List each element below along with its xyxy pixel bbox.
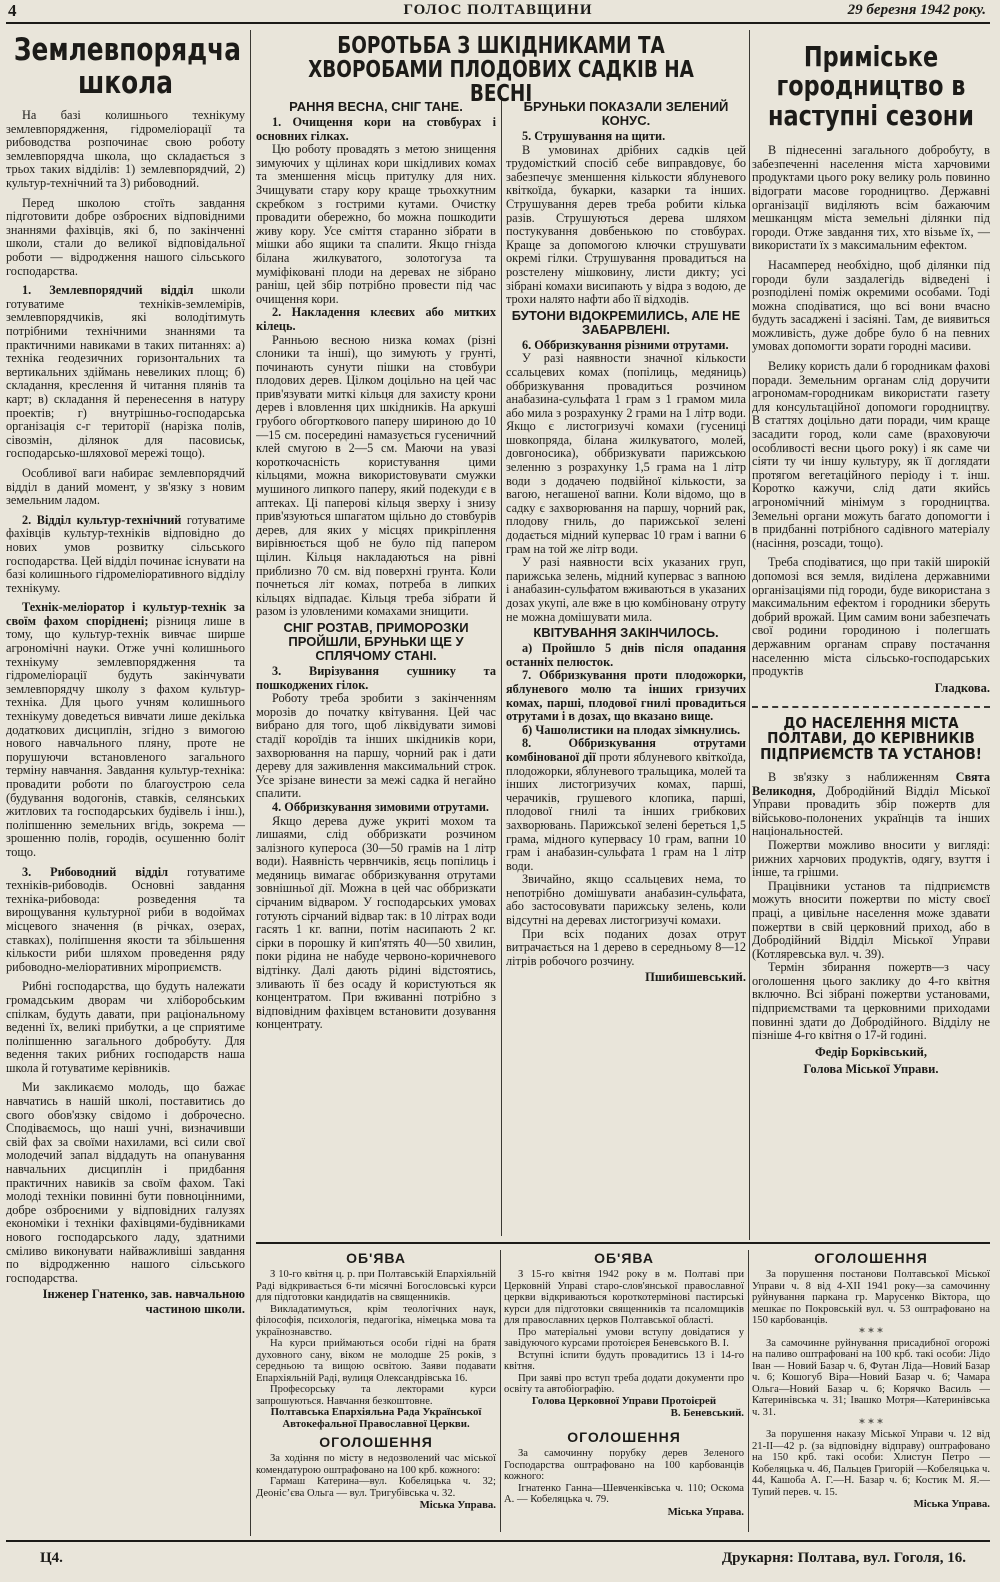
separator-stars: * * * — [859, 1325, 883, 1339]
paragraph: В піднесенні загального добробуту, в забезпеченні населення міста харчовими продуктами цього року велику роль повинно відограти масове городництво. Державні організації виділяють всім бажаючим мешканцям міста земельні ділянки під городи. Отже завдання тих, хто візьме їх, — використати їх з максимальним ефектом. — [752, 143, 990, 253]
paragraph-lead: Свята Великодня, — [752, 769, 990, 798]
column-rule-1 — [250, 30, 251, 1536]
article-signature: Інженер Гнатенко, зав. навчальною частиною школи. — [42, 1287, 245, 1317]
paragraph: У разі наявности всіх указаних груп, парижська зелень, мідний купервас з вапною і анабазин-сульфатом вживаються в указаних дозах укупі, але вже в цю комбіновану отруту не можна домішувати мила. — [506, 555, 746, 624]
announcement-text: За самочинну порубку дерев Зеленого Господарства оштрафовано на 100 карбованців кожного: — [504, 1448, 744, 1482]
announcement-text: Ігнатенко Ганна—Шевченківська ч. 110; Оскома А. — Кобеляцька ч. 79. — [504, 1482, 744, 1505]
paragraph: Перед школою стоїть завдання підготовити добре озброєних відповідними знаннями фахівців, які б, по закінченні школи, стали до великої відповідальної роботи — відродження нашого сільського господарства. — [6, 195, 245, 278]
section-heading: БРУНЬКИ ПОКАЗАЛИ ЗЕЛЕНИЙ КОНУС. — [523, 99, 729, 128]
paragraph-body: проти яблуневого квіткоїда, плодожорки, яблуневого тральщика, молей та інших листогризучих комах, парші, черачиків, грушевого клопика, парші, плодової гнилі та інших грибкових захворювань. Парижської зелені береться 1,5 грама, мідного купервасу 10 грам, вапни 10 грам і анабазин-сульфата 1 грам на 1 літр води. — [506, 749, 746, 873]
announcement-text: За порушення постанови Полтавської Міської Управи ч. 8 від 4-XII 1941 року—за самочинну руйнування паркана гр. Марусенко Віктора, що мешкає по Покровській вул. ч. 53 оштрафовано на 150 карбованців. — [752, 1269, 990, 1326]
announcement-text: Професорську та лекторами курси запрошуються. Навчання безкоштовне. — [256, 1384, 496, 1407]
paragraph: Працівники установ та підприємств можуть вносити пожертви по місту своєї праці, а цивільне населення може здавати пожертви в свій церковний приход, або в Добродійний Відділ Міської Управи (Котляревська вул. ч. 39). — [752, 878, 990, 961]
announcement-text: За ходіння по місту в недозволений час міської комендатурою оштрафовано на 100 крб. кожного: — [256, 1453, 496, 1476]
paragraph — [6, 514, 245, 596]
article-subcolumn-left — [256, 98, 496, 1238]
paragraph-body: В зв'язку з наближенням — [768, 769, 956, 784]
newspaper-name: ГОЛОС ПОЛТАВЩИНИ — [403, 2, 593, 18]
appeal-signature-title: Голова Міської Управи. — [803, 1061, 939, 1076]
paragraph: Пожертви можливо вносити у вигляді: рижних харчових продуктів, одягу, взуття і інше, та грішми. — [752, 837, 990, 880]
item-heading: 6. Оббризкування різними отрутами. — [522, 337, 729, 352]
item-heading: б) Чашолистики на плодах зімкнулись. — [522, 722, 741, 737]
announcement-text: Вступні іспити будуть провадитись 13 і 14-го квітня. — [504, 1349, 744, 1372]
item-heading: а) Пройшло 5 днів після опадання останніх пелюсток. — [506, 641, 746, 669]
announcement-text: З 15-го квітня 1942 року в м. Полтаві при Церковній Управі старо-слов'янської православної церкви відкриваються короткотермінові пастирські курси для підготовки священників та псаломщиків для православних церков Полтавської області. — [504, 1269, 744, 1326]
section-heading: БУТОНИ ВІДОКРЕМИЛИСЬ, АЛЕ НЕ ЗАБАРВЛЕНІ. — [511, 307, 741, 337]
section-heading: РАННЯ ВЕСНА, СНІГ ТАНЕ. — [289, 99, 463, 114]
item-heading: 4. Оббризкування зимовими отрутами. — [272, 799, 489, 814]
announcement-title: ОГОЛОШЕННЯ — [814, 1250, 928, 1266]
appeal-signature-name: Федір Борківський, — [815, 1044, 927, 1059]
announcement-signature: Голова Церковної Управи Протоієрей — [531, 1394, 717, 1407]
item-heading: 5. Струшування на щити. — [522, 129, 666, 143]
announcement-title: ОГОЛОШЕННЯ — [319, 1434, 433, 1450]
paragraph — [6, 601, 245, 859]
announcement-text: Гармаш Катерина—вул. Кобеляцька ч. 32; Деонісʼєва Ольга — вул. Тригубівська ч. 32. — [256, 1476, 496, 1499]
announcement-text: На курси приймаються особи гідні на братя духовного сану, віком не молодше 25 років, з середньою та вищою освітою. Заяви подавати Епархіяльній Раді, вулиця Олександрівська 16. — [256, 1338, 496, 1384]
announcement-text: При заяві про вступ треба додати документи про освіту та автобіографію. — [504, 1372, 744, 1395]
announcement-text: З 10-го квітня ц. р. при Полтавській Епархіяльній Раді відкривається 6-ти місячні Богословські курси для підготовки кандидатів на священників. — [256, 1269, 496, 1303]
paragraph: Ранньою весною низка комах (різні слоники та інші), що зимують у грунті, починають сунути пішки на стовбури плодових дерев. Цілком доцільно на цей час прив'язувати миткі кільця для захисту крони дерев і вловлення цих шкідників. На аркуші грубого обгорткового паперу шириною до 10—15 см. посередині намазується гусеничний клей смугою в 2—5 см. Маючи на увазі короткочасність користування цими кільцями, можна використовувати смужки мушиного липкого паперу, який подекуди є в аптеках. Ці паперові кільця зверху і знизу прив'язуються шпагатом щільно до стовбурів дерев, для яких у місцях прикріплення вирівнюється щоб не було під папером щілин. Кільця накладаються на рівні приблизно 70 см. від поверхні грунта. Коли почнеться літ комах, потреба в липких кільцях відпадає. Кільця треба зібрати й разом із уловленими комахами знищити. — [256, 332, 496, 619]
issue-date: 29 березня 1942 року. — [847, 2, 986, 18]
paragraph: Особливої ваги набирає землевпорядчий відділ в даний момент, у зв'язку з новим земельним ладом. — [6, 465, 245, 508]
printer-imprint: Друкарня: Полтава, вул. Гоголя, 16. — [721, 1550, 966, 1566]
separator-stars: * * * — [859, 1417, 883, 1430]
paragraph-lead: Технік-меліоратор і культур-технік за своїм фахом споріднені; — [6, 600, 245, 628]
paragraph: Ми закликаємо молодь, що бажає навчатись в нашій школі, поставитись до свого обов'язку свідомо і доброчесно. Сподіваємось, що наші учні, визначивши свій фах за своїми нахилами, всі сили свої молодечий запал віддадуть на опанування навчальних дисциплін і придбання практичних навиків за своїм фахом. Такі молоді техніки повинні бути повноцінними, добре озброєними у відповідних галузях економіки і техніки фахівцями-будівниками нового господарського ладу, здатними сміливо виконувати найважливіші завдання по відродженню нашого сільського господарства. — [6, 1080, 245, 1285]
paragraph-body: готуватиме фахівців культур-техніків відповідно до нових умов розвитку сільського господарства. Цей відділ починає існувати на базі колишнього гідромеліоративного відділу технікуму. — [6, 512, 245, 595]
paragraph-body: готуватиме техніків-рибоводів. Основні завдання техніка-рибовода: розведення та вирощування культурної риби в водоймах місцевого значення (в річках, озерах, ставках), поліпшення якости та збільшення кількости риби шляхом проведення ряду рибоводно-меліоративних міроприємств. — [6, 864, 245, 974]
paragraph-lead: 3. Рибоводний відділ — [22, 864, 169, 879]
article-land-school — [6, 30, 245, 1536]
item-heading: 1. Очищення кори на стовбурах і основних гілках. — [256, 115, 496, 143]
appeal-headline: ДО НАСЕЛЕННЯ МІСТА ПОЛТАВИ, ДО КЕРІВНИКІВ ПІДПРИЄМСТВ ТА УСТАНОВ! — [760, 713, 982, 764]
paragraph: В умовинах дрібних садків цей трудомісткий спосіб себе виправдовує, бо забезпечує зменшення кількости яблуневого квіткоїда, букарки, казарки та інших. Струшування дерев треба робити кілька разів. Струшуються дерева шляхом постукування довбенькою по стовбурах. Краще за допомогою ключки струшувати окремі гілки. Струшування провадиться на розстелену мішковину, листи дикту; усі зібрані комахи висипають у відра з водою, де трохи налято нафти або її відходів. — [506, 142, 746, 307]
paragraph-lead: 1. Землевпорядчий відділ — [22, 283, 194, 298]
item-heading: 3. Вирізування сушнику та пошкоджених гілок. — [256, 663, 496, 692]
paragraph: Роботу треба зробити з закінченням морозів до початку квітування. Цей час вибрано для того, щоб ліквідувати зимові стадії короїдів та інших шкідників кори, захворювання на паршу, чорний рак і дати дереву для заживлення максимальний строк. Усе зрізане винести за межі садка й негайно спалити. — [256, 691, 496, 801]
announcement-text: За порушення наказу Міської Управи ч. 12 від 21-II—42 р. (за відповідну відправу) оштрафовано на 150 крб. такі особи: Хлистун Петро —Кобеляцька ч. 46, Пальцев Григорій —Кобеляцька ч. 44, Кашоба А. Г.—Н. Базар ч. 6; Костик М. Я.—Тупий перев. ч. 15. — [752, 1429, 990, 1498]
article-suburban-gardening — [752, 30, 990, 1236]
page-number: 4 — [8, 1, 17, 20]
paragraph-body: Добродійний Відділ Міської Управи провадить збір пожертв для військово-полонених українців та інших національностей. — [752, 783, 990, 839]
paragraph: На базі колишнього технікуму землевпорядження, гідромеліорації та рибоводства розпочинає свою роботу землевпорядча школа, що складається з трьох таких відділів: 1) землевпорядчий, 2) культур-технічний та 3) рибоводний. — [6, 108, 245, 191]
section-heading: СНІГ РОЗТАВ, ПРИМОРОЗКИ ПРОЙШЛИ, БРУНЬКИ ЩЕ У СПЛЯЧОМУ СТАНІ. — [283, 619, 469, 663]
paragraph: У разі наявности значної кількости ссальцевих комах (попілиць, медяниць) оббризкування провадиться розчином анабазина-сульфата 1 грам з 1 грамом мила або мила з розрахунку 2 грами на 1 літр води. Якщо є листогризучі комахи (гусениці шовкопряда, білана жилкуватого, молей, довгоносика), оббризкувати парижською зеленню з розрахунку 1,5 грама на 1 літр води з додачею подвійної кількости, за вагою, негашеної вапни. Коли відомо, що в садку є захворювання на паршу, чорний рак, плодову гниль, до парижської зелені додається мідний купервас 10 грам і вапни 6 грам на той же літр води. — [506, 351, 746, 556]
announcement-signature: В. Беневський. — [670, 1407, 744, 1419]
article-headline: Приміське городництво в наступні сезони — [768, 40, 974, 132]
announcement-text: Про матеріальні умови вступу довідатися у завідуючого курсами протоієрея Беневського В. І. — [504, 1326, 744, 1349]
paragraph: Велику користь дали б городникам фахові поради. Земельним органам слід доручити агрономам-городникам використати газету для консультаційної допомоги городництву. В статтях доцільно дати поради, чим краще засадити город, коли саме (враховуючи особливості весни цього року) і як саме чи сіяти ту чи іншу культуру, як її доглядати протягом вегетаційного періоду і т. інш. Коротко кажучи, слід дати якийсь агрономічний мінімум з городництва. Земельні органи можуть багато допомогти і в придбанні потрібного садівного матеріалу (насіння, розсади, тощо). — [752, 359, 990, 550]
article-signature: Гладкова. — [934, 680, 990, 695]
paragraph: Треба сподіватися, що при такій широкій допомозі вся земля, виділена державними організаціями під городи, буде використана з максимальним ефектом і городники зберуть добрий врожай. Цим самим вони забезпечать свої родини городиною і полегшать державним органам справу постачання населенню міста сільсько-господарських продуктів — [752, 555, 990, 679]
column-rule-2 — [749, 30, 750, 1240]
masthead — [6, 0, 990, 24]
article-signature: Пшибишевський. — [645, 970, 746, 985]
paragraph-body: різниця лише в тому, що культур-технік вивчає ширше агрономічні науки. Отже учні колишнього технікуму землевпорядження та гідромеліорації будуть закінчувати землевпорядчу школу з фахом культур-техніка. Для цього учням колишнього технікуму доведеться вивчати лише декілька додаткових дисциплін, згідно з вимогою нового навчального пляну, проте не порушуючи встановленого загального терміну навчання. Завдання культур-техніка: провадити роботи по благоустрою села (будування водогонів, ставків, селянських житлових та господарських будівель і інш.), поліпшенню земельних вгідь, зокрема — зрошенню полів, городів, осушенню боліт тощо. — [6, 613, 245, 859]
footer-code: Ц4. — [40, 1550, 63, 1566]
announcement-signature: Полтавська Епархіяльна Рада Української Автокефальної Православної Церкви. — [270, 1406, 482, 1430]
announcement-signature: Міська Управа. — [667, 1505, 744, 1518]
section-heading: КВІТУВАННЯ ЗАКІНЧИЛОСЬ. — [533, 625, 719, 641]
paragraph: Насамперед необхідно, щоб ділянки під городи були заздалегідь відведені і розподілені поміж окремими особами. Тоді можна сподіватися, що всі вони вчасно будуть засаджені і засіяні. Там, де виявиться можливість, дуже добре було б на певних умовах допомогти зорати городні масиви. — [752, 257, 990, 354]
paragraph-lead: 2. Відділ культур-технічний — [22, 512, 182, 527]
paragraph — [6, 866, 245, 975]
item-heading: 2. Накладення клеєвих або митких кілець. — [256, 305, 496, 333]
announcement-title: ОБ'ЯВА — [594, 1250, 654, 1266]
announcement-signature: Міська Управа. — [419, 1499, 496, 1511]
paragraph: Звичайно, якщо ссальцевих нема, то непотрібно домішувати анабазин-сульфата, або застосовувати парижську зелень, коли відсутні на деревах листогризучі комахи. — [506, 872, 746, 928]
announcement-title: ОГОЛОШЕННЯ — [567, 1429, 681, 1445]
announcement-text: Викладатимуться, крім теологічних наук, філософія, психологія, педагогіка, німецька мова та українознавство. — [256, 1303, 496, 1338]
paragraph: Цю роботу провадять з метою знищення зимуючих у щілинах кори шкідливих комах та зменшення місць притулку для них. Зчищувати стару кору краще трьохкутним скребком з гострими кутами. Очистку провадити обережно, бо можна пошкодити живу кору. Усе сміття старанно зібрати в мішки або ящики та спалити. Якщо гнізда білана жилкуватого, золотогуза та муміфіковані плоди на деревах не зібрано раніш, цей збір потрібно провести під час очищення кори. — [256, 142, 496, 306]
article-subcolumn-right — [506, 98, 746, 1238]
announcement-column-3 — [752, 1250, 990, 1532]
paragraph-lead: 8. Оббризкування отрутами комбінованої дії — [506, 736, 746, 764]
item-heading: 7. Оббризкування проти плодожорки, яблуневого молю та інших гризучих комах, парші, плодової гнилі провадиться отрутами і в дозах, що вказано вище. — [506, 668, 746, 724]
article-headline: БОРОТЬБА З ШКІДНИКАМИ ТА ХВОРОБАМИ ПЛОДОВИХ САДКІВ НА ВЕСНІ — [308, 33, 694, 108]
paragraph: Якщо дерева дуже укриті мохом та лишаями, слід оббризкати розчином залізного купероса (30—50 грамів на 1 літр води). Наявність червнчиків, яєць попілиць і медяниць вимагає оббризкування отрутами зовнішньої дії. Можна в цей час оббризкати сірчаним відваром. У господарських умовах готують сірчаний відвар так: в 10 літрах води гасять 1 кг. вапни, потім насипають 2 кг. сірки в порошку й кип'ятять 40—50 хвилин, поки рідина не набуде червоно-коричневого відтінку. Далі дають рідині відстоятись, зливають її без осаду й користуються як концентратом. При вживанні потрібно з відповідним фахівцем встановити дозування концентрату. — [256, 813, 496, 1032]
announcements-block — [256, 1242, 990, 1536]
page-footer — [6, 1540, 990, 1578]
announcement-title: ОБ'ЯВА — [346, 1250, 406, 1266]
paragraph-body: школи готуватиме техніків-землемірів, землевпорядчиків, які володітимуть потрібними технічними знаннями та практичними навиками в таких питаннях: а) техніка геодезичних горизонтальних та вертикальних здіймань невеликих площ; б) складання, креслення й читання плянів та карт; в) складання й перенесення в натуру проектів; г) внутрішньо-господарська організація с-г території (нарізка полів, сівозмін, ділянок для пасовиськ, господарсько-шляхової мережі тощо). — [6, 283, 245, 461]
announcement-column-2 — [504, 1250, 744, 1532]
paragraph — [6, 284, 245, 461]
paragraph: Термін збирання пожертв—з часу оголошення цього заклику до 4-го квітня включно. Всі зібрані пожертви установами, підприємствами та церковними приходами повинні здати до Добродійного. Відділу не пізніше 4-го квітня о 17-й годині. — [752, 960, 990, 1043]
announcement-column-1 — [256, 1250, 496, 1532]
announcement-signature: Міська Управа. — [913, 1498, 990, 1510]
article-headline: Землевпорядча школа — [13, 32, 241, 101]
article-orchard-pests — [256, 30, 746, 1238]
announcement-text: За самочинне руйнування присадибної огорожі на паливо оштрафовані на 100 крб. такі особи: Лідо Іван — Новий Базар ч. 6, Футан Ліда—Новий Базар ч. 6; Кошогуб Віра—Новий Базар ч. 6; Чамара Ольга—Новий Базар ч. 6; Корячко Василь — Катеринівська ч. 31; Івашко Мотря—Катеринівська ч. 31. — [752, 1337, 990, 1418]
paragraph: Рибні господарства, що будуть належати громадським дворам чи хліборобським спілкам, будуть давати, при раціональному веденні їх, великі прибутки, а це сприятиме поліпшенню загального добробуту. Для ведення таких рибних господарств наша школа й готуватиме керівників. — [6, 979, 245, 1075]
paragraph — [752, 771, 990, 839]
paragraph — [506, 737, 746, 873]
paragraph: При всіх поданих дозах отрут витрачається на 1 дерево в середньому 8—12 літрів робочого розчину. — [506, 926, 746, 968]
